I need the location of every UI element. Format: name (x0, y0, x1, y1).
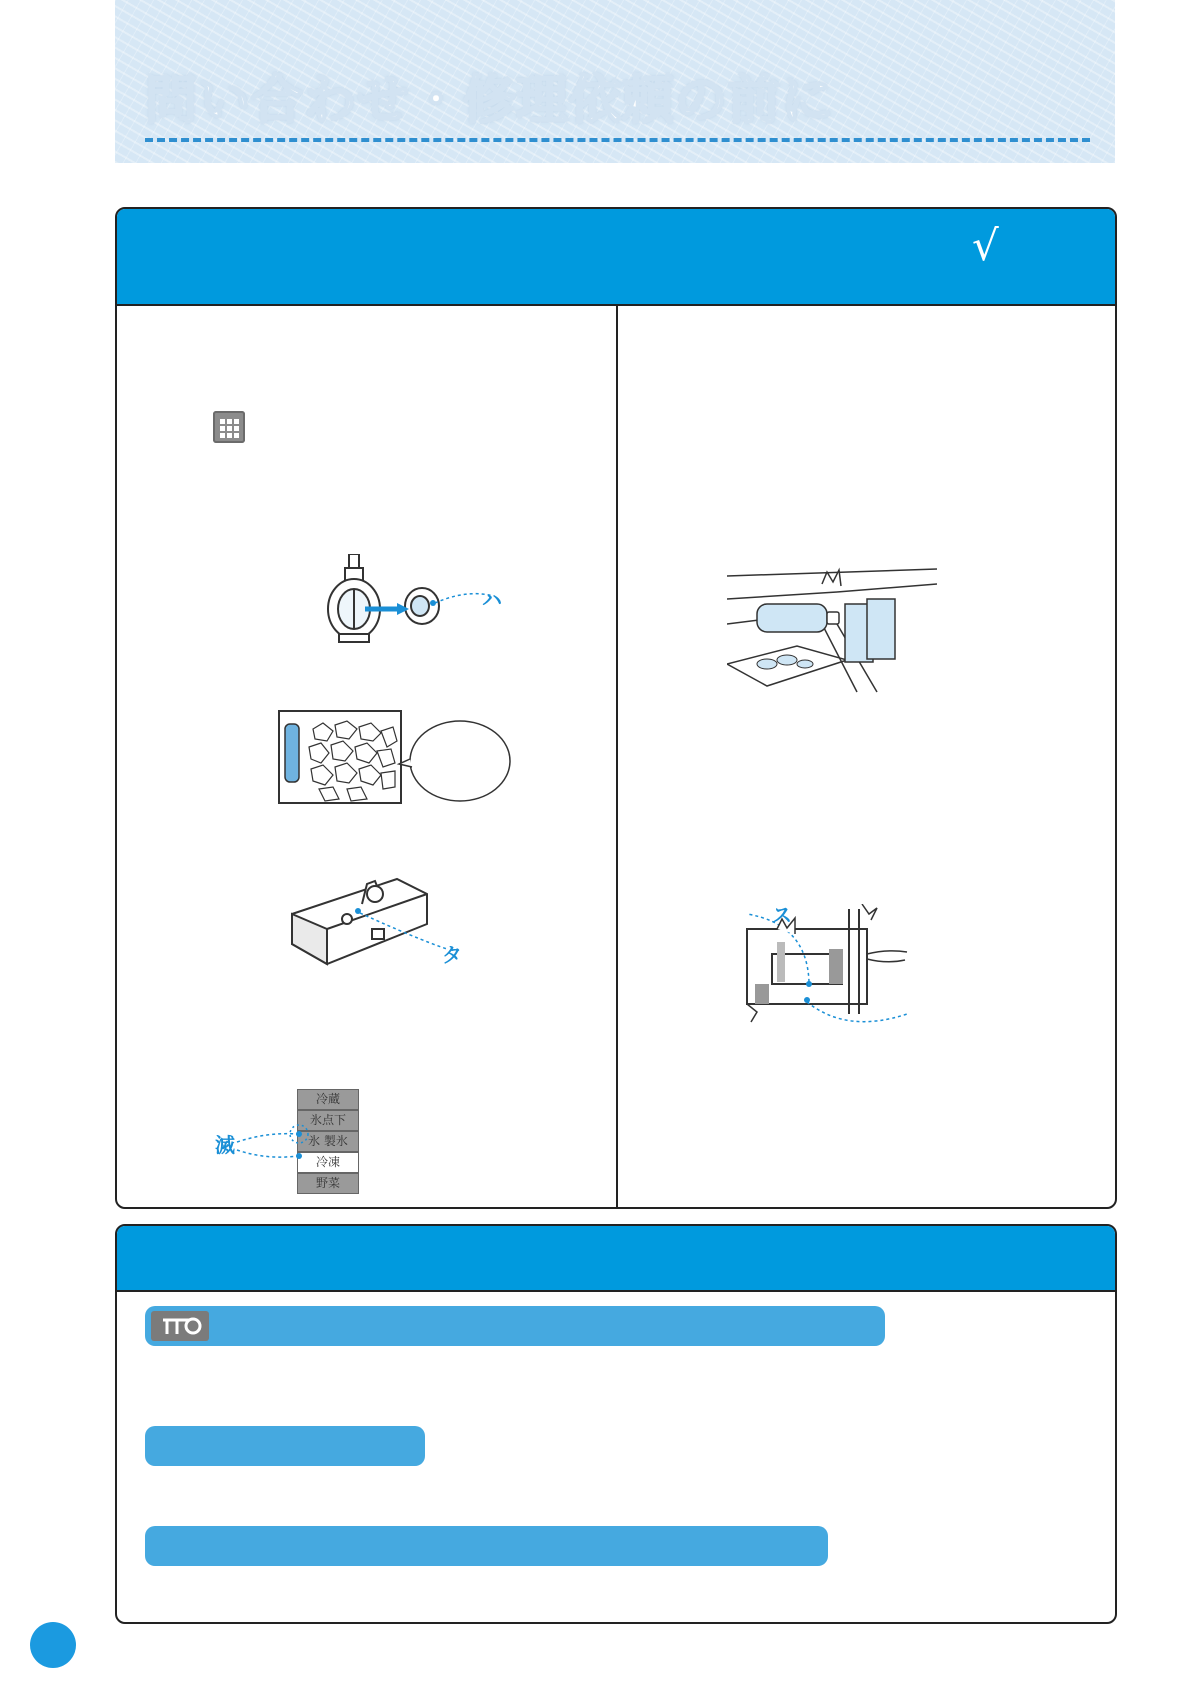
info-bar-short (145, 1426, 425, 1466)
section-header-bar (117, 209, 1115, 306)
bottle-refrigerator-illustration (727, 564, 937, 694)
label-su: ス (772, 903, 792, 927)
label-ha: ハ (482, 588, 502, 612)
panel-label: 氷点下 (297, 1110, 359, 1131)
contact-section (115, 1224, 1117, 1624)
valve-part-illustration (317, 554, 497, 654)
header-dashed-rule (145, 138, 1090, 142)
drawer-bump-illustration (737, 904, 937, 1034)
key-icon (151, 1311, 209, 1341)
panel-label: 野菜 (297, 1173, 359, 1194)
info-bar-medium (145, 1526, 828, 1566)
ice-tray-illustration (277, 709, 517, 809)
check-icon: √ (972, 221, 999, 270)
page-title: 問い合わせ・修理依頼の前に (145, 71, 835, 131)
grid-icon (213, 411, 245, 443)
info-bar-key (145, 1306, 885, 1346)
section-header-bar (117, 1226, 1115, 1292)
label-ta: タ (442, 943, 462, 967)
label-blink: 滅 (215, 1133, 235, 1157)
panel-label: 冷蔵 (297, 1089, 359, 1110)
troubleshooting-section (115, 207, 1117, 1209)
panel-label: 冷凍 (297, 1152, 359, 1173)
page-number-marker (30, 1622, 76, 1668)
panel-label: 氷 製氷 (297, 1131, 359, 1152)
column-divider (616, 306, 618, 1207)
blink-indicator-lines (227, 1114, 367, 1184)
